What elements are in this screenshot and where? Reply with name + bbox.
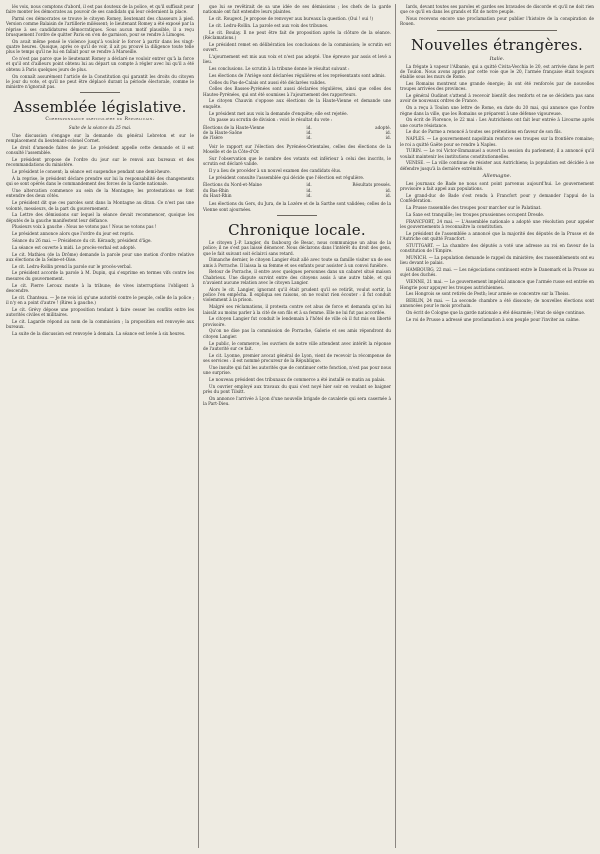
paragraph: Le cit. Pierre Leroux monte à la tribune; de vives interruptions l'obligent à descendre. [6, 282, 194, 293]
paragraph: Le grand-duc de Bade s'est rendu à Francfort pour y demander l'appui de la Confédération. [400, 193, 594, 204]
paragraph: La Prusse rassemble des troupes pour marcher sur le Palatinat. [406, 205, 542, 211]
table-row [203, 193, 391, 198]
paragraph: Le cit. Mathieu (de la Drôme) demande la parole pour une motion d'ordre relative aux élections de la Seine-et-Oise. [6, 251, 194, 262]
italy-news [400, 64, 594, 171]
table-cell-sep: id. [306, 192, 312, 198]
paragraph: Les Hongrois se sont retirés de Pesth; leur armée se concentre sur la Theiss. [406, 291, 570, 297]
paragraph: La suite de la discussion est renvoyée à demain. La séance est levée à six heures. [12, 330, 186, 336]
paragraph: Dimanche dernier, le citoyen Langier était allé avec toute sa famille visiter un de ses amis à Porrache. Il laissa la sa femme et ses enfants pour assister à un convoi funèbre. [203, 257, 391, 268]
election-results-table [203, 125, 391, 141]
section-heading-chronique: Chronique locale. [228, 220, 366, 239]
paragraph: Les Romains montrent une grande énergie; ils ont été renforcés par de nouvelles troupes arrivées des provinces. [400, 81, 594, 92]
divider [277, 215, 317, 216]
paragraph: Le cit. Boulay. Il ne peut être fait de proposition après la clôture de la séance. (Réclamations.) [203, 29, 391, 40]
paragraph: Le duc de Parme a renoncé à toutes ses prétentions en faveur de son fils. [406, 129, 562, 135]
date-line: Suite de la séance du 25 mai. [68, 125, 132, 131]
paragraph: Séance du 26 mai. — Présidence du cit. Kéraudy, président d'âge. [12, 238, 152, 243]
paragraph: Qu'on ne dise pas la commission de Porrache, Galerie et ses amis répondront du citoyen Langier. [203, 328, 391, 339]
paragraph: Sur l'observation que le nombre des votants est inférieur à celui des inscrits, le scrutin est déclaré valide. [203, 155, 391, 167]
paragraph: Le cit. Lyonne, premier avocat général de Lyon, vient de recevoir la récompense de ses services : il est nommé procureur de la République. [203, 352, 391, 363]
table-cell-label: du Haut-Rhin [203, 192, 232, 198]
paragraph: On avait même pensé le violence jusqu'à vouloir le forcer à partir dans les vingt-quatre heures. Quoique, après ce qu'il de voir, il ait pu prouvé la diligence toute telle plus le temps qu'il ne lui en fallait pour se rendre à Marseille. [6, 38, 194, 55]
paragraph: La Lettre des démissions sur lequel la séance devait recommencer, quoique les députés de la gauche manifestent leur défiance. [6, 212, 194, 223]
table-cell-label: de l'Isère [203, 135, 223, 141]
paragraph: Le président annonce alors que l'ordre du jour est repris. [12, 231, 135, 237]
paragraph: Le cit. Lagarde répond au nom de la commission ; la proposition est renvoyée aux bureaux. [6, 318, 194, 330]
paragraph: que lui se revêtirait de sa une idée de ses démissions ; les chefs de la garde nationale ont fait entendre leurs plaintes. [203, 4, 391, 15]
paragraph: Le président consulte l'assemblée qui décide que l'élection est régulière. [209, 174, 365, 180]
divider [437, 30, 557, 31]
paragraph: Une discussion s'engage sur la demande du général Lebreton et sur le remplacement du lieutenant-colonel Cornet. [6, 132, 194, 144]
country-heading-allemagne: Allemagne. [482, 173, 512, 180]
paragraph: Les conclusions. Le scrutin à la tribune donne le résultat suivant : [209, 65, 350, 71]
paragraph: Le nouveau président des tribunaux de commerce a été installé ce matin au palais. [209, 376, 386, 382]
paragraph: Le général Oudinot s'attend à recevoir bientôt des renforts et ne se décidera pas sans avoir de nouveaux ordres de France. [400, 93, 594, 104]
paragraph: Un ouvrier employé aux travaux du quai s'est noyé hier soir en voulant se baigner près du pont Tilsitt. [203, 383, 391, 394]
paragraph: Le roi de Prusse a adressé une proclamation à son peuple pour l'inviter au calme. [406, 317, 580, 323]
paragraph: Nous recevons encore une proclamation pour publier l'histoire de la conspiration de Rouen. [400, 16, 594, 27]
paragraph: On écrit de Cologne que la garde nationale a été désarmée; l'état de siège continue. [406, 310, 586, 316]
paragraph: Plusieurs voix à gauche : Nous ne votons pas ! Nous ne votons pas ! [12, 224, 157, 230]
paragraph: L'ajournement est mis aux voix et n'est pas adopté. Une épreuve par assis et levé a lieu. [203, 53, 391, 65]
assemblee-continued [203, 4, 391, 123]
table-cell-result: id. [385, 135, 391, 141]
paragraph: La séance est ouverte à midi. Le procès-verbal est adopté. [12, 244, 136, 250]
paragraph: Le cit. Ledru-Rollin prend la parole sur le procès-verbal. [12, 263, 132, 269]
paragraph: TURIN. — Le roi Victor-Emmanuel a ouvert la session du parlement; il a annoncé qu'il voulait maintenir les institutions constitutionnelles. [400, 148, 594, 159]
paragraph: On écrit de Florence, le 22 mai : Les Autrichiens ont fait leur entrée à Livourne après une courte résistance. [400, 117, 594, 128]
table-cell-sep: id. [306, 135, 312, 141]
paragraph: On annonce l'arrivée à Lyon d'une nouvelle brigade de cavalerie qui sera casernée à la Part-Dieu. [203, 395, 391, 406]
paragraph: Ce n'est pas parce que le lieutenant Romey a déclaré ne vouloir entrer qu'à la force et qu'il ont d'ailleurs point obtenu lui au départ un compte à régler avec lui qu'il a été obtenu à Paris quelques jours de plus. [6, 56, 194, 72]
table-cell-result: id. [385, 192, 391, 198]
column-1 [6, 4, 194, 848]
paragraph: Iards, devant toutes ses paroles et gardes ses bravades de discorde et qu'il ne doit rien que ce qu'il en dans les grands et fût de notre peuple. [400, 4, 594, 15]
paragraph: Le président dit que ces paroles sont dans la Montagne au ditan. Ce n'est pas une volonté, messieurs, de la part du gouvernement. [6, 200, 194, 211]
paragraph: Le citoyen Chauvin s'oppose aux élections de la Haute-Vienne et demande une enquête. [203, 98, 391, 109]
table-cell-label: Élections du Nord-et-Maine [203, 182, 262, 188]
paragraph: Le président propose de l'ordre du jour sur le renvoi aux bureaux et des recommandations du ministère. [6, 157, 194, 168]
table-cell-sep: id. [306, 130, 312, 136]
paragraph: lés voix, nous comptons d'abord, il est pas douteux de la police, et qu'il suffisait pour faire monter les démocrates au pouvoir de ses candidats qui leur cèderaient la place. [6, 4, 194, 15]
paragraph: Le président met aux voix la demande d'enquête; elle est rejetée. [209, 110, 348, 116]
paragraph: Le cit. Rougeot. Je propose de renvoyer aux bureaux la question. (Oui ! oui !) [209, 16, 373, 22]
paragraph: Le président le consent; la séance est suspendue pendant une demi-heure. [12, 169, 171, 175]
paragraph: Une insulte qui fait les autorités que de continuer cette fonction, n'est pas pour nous une surprise. [203, 364, 391, 375]
paragraph: Alors le cit. Langier, ignorant qu'il était prudent qu'il se retirât, voulut sortir, la police l'en empêcha. Il expliqua ses raisons, on ne voulut rien écouter : il fut conduit violemment à la prison. [203, 286, 391, 303]
paragraph: Parmi ces démocrates se trouve le citoyen Romey, lieutenant des chasseurs à pied. Version comme Balaisin de l'artillerie miléssent; le lieutenant Romey a été exposé par la réprise à ses candidatures démocratiques. Sous aucun motif plausible, il a reçu brusquement l'ordre de quitter Paris en s'en de garnison, pour se rendre à Limoges. [6, 16, 194, 37]
paragraph: Les élections du Gers, du Jura, de la Lozère et de la Sarthe sont validées; celles de la Vienne sont ajournées. [203, 201, 391, 212]
column-3 [400, 4, 594, 848]
section-heading-nouvelles: Nouvelles étrangères. [411, 35, 583, 54]
column3-intro [400, 4, 594, 27]
paragraph: Le droit d'amende faites de jour. Le président appelle cette demande et il est consulté l'assemblée. [6, 145, 194, 156]
assemblee-middle [203, 144, 391, 180]
election-results-table-2 [203, 182, 391, 198]
paragraph: VENISE. — La ville continue de résister aux Autrichiens; la population est décidée à se défendre jusqu'à la dernière extrémité. [400, 160, 594, 171]
table-cell-result: id. [385, 130, 391, 136]
paragraph: On a reçu à Toulon une lettre de Rome, en date du 20 mai, qui annonce que l'ordre règne dans la ville, que les Romains se préparent à une défense vigoureuse. [400, 105, 594, 116]
paragraph: Retour de Porrache, il entre avec quelques personnes dans un cabaret situé maison Chabrieux. Une dispute survint entre des citoyens assis à une autre table, et qui n'avaient aucune relation avec le citoyen Langier. [203, 269, 391, 286]
chronique-body [203, 240, 391, 406]
paragraph: Le citoyen J.-P. Langier, du faubourg de Besac, nous communique un abus de la police; il ne s'est pas laissé dénoncer. Nous déclarons dans l'intérêt du droit des gens, que le fait suivant soit éclairci sans retard. [203, 239, 391, 256]
table-cell-label: de la Haute-Saône [203, 130, 243, 136]
assemblee-body [6, 133, 194, 336]
paragraph: Il y a lieu de procéder à un nouvel examen des candidats élus. [209, 168, 342, 174]
column-rule [198, 4, 199, 848]
paragraph: À la reprise, le président déclare prendre sur lui la responsabilité des changements qui se sont opérés dans le commandement des forces de la Garde nationale. [6, 176, 194, 187]
paragraph: Le président accorde la parole à M. Dupin, qui s'exprime en termes vifs contre les mesures du gouvernement. [6, 270, 194, 281]
section-subheading: Correspondance particulière du Républicain. [45, 117, 155, 123]
paragraph: Le cit. Ledru-Rollin. La parole est aux voix des tribunes. [209, 22, 329, 28]
table-cell-result: id. [385, 187, 391, 193]
paragraph: MUNICH. — La population demande le rappel du ministère; des rassemblements ont eu lieu devant le palais. [400, 255, 594, 266]
paragraph: Celles du Pas-de-Calais ont aussi été déclarées valides. [209, 79, 326, 85]
section-heading-assemblee: Assemblée législative. [13, 98, 187, 117]
table-cell-result: Résultats pressés. [352, 182, 391, 188]
column-rule [395, 4, 396, 848]
country-heading-italie: Italie. [489, 55, 505, 62]
paragraph: Malgré ses réclamations, il protesta contre cet abus de force et demanda qu'on lui laissât au moins parler à la cité de son fils et à sa femme. Elle ne lui fut pas accordée. [203, 304, 391, 315]
paragraph: Le président remet en délibération les conclusions de la commission; le scrutin est ouvert. [203, 41, 391, 53]
paragraph: Le cit. Grévy dépose une proposition tendant à faire cesser les conflits entre les autorités civiles et militaires. [6, 306, 194, 318]
column-2 [203, 4, 391, 848]
paragraph: La Saxe est tranquille; les troupes prussiennes occupent Dresde. [406, 212, 545, 218]
paragraph: Le public, le commerce, les ouvriers de notre ville attendent avec intérêt la réponse de l'autorité sur ce fait. [203, 340, 391, 351]
table-row [203, 135, 391, 140]
table-cell-label: Élections de la Haute-Vienne [203, 124, 265, 130]
paragraph: NAPLES. — Le gouvernement napolitain renforce ses troupes sur la frontière romaine; le roi a quitté Gaëte pour se rendre à Naples. [400, 136, 594, 147]
paragraph: Une altercation commence au sein de la Montagne; les protestations se font entendre des deux côtés. [6, 188, 194, 199]
germany-news [400, 181, 594, 322]
table-cell-sep: id. [306, 187, 312, 193]
table-cell-sep: id. [306, 124, 312, 130]
paragraph: On connaît assurément l'article de la Constitution qui garantit les droits du citoyen le jour du vote, et qu'il ne peut être déplacé durant la période électorale, comme le ministre n'ignorait pas. [6, 73, 194, 90]
paragraph: Les élections de l'Ariège sont déclarées régulières et les représentants sont admis. [209, 72, 386, 78]
paragraph: BERLIN, 24 mai. — La seconde chambre a été dissoute; de nouvelles élections sont annoncées pour le mois prochain. [400, 298, 594, 309]
table-cell-label: du Bas-Rhin [203, 187, 229, 193]
table-cell-result: adopté. [375, 124, 391, 130]
paragraph: Le président de l'assemblée a annoncé que la majorité des députés de la Prusse et de l'Autriche ont quitté Francfort. [400, 230, 594, 242]
paragraph: Les journaux de Bade ne nous sont point parvenus aujourd'hui. Le gouvernement provisoire a fait appel aux populations. [400, 181, 594, 192]
paragraph: FRANCFORT, 24 mai. — L'Assemblée nationale a adopté une résolution pour appeler les gouvernements à reconnaître la constitution. [400, 218, 594, 230]
paragraph: HAMBOURG, 22 mai. — Les négociations continuent entre le Danemark et la Prusse au sujet des duchés. [400, 267, 594, 278]
paragraph: Le cit. Chanteau. — Je ne vois ici qu'une autorité contre le peuple, celle de la police ; il n'y en a point d'autre ! (Rires à gauche.) [6, 294, 194, 305]
intro-section [6, 4, 194, 89]
paragraph: Celles des Basses-Pyrénées sont aussi déclarées régulières, ainsi que celles des Hautes-Pyrénées, qui ont été soumises à l'ajournement des rapporteurs. [203, 86, 391, 97]
paragraph: On passe au scrutin de division : voici le résultat du vote : [209, 117, 333, 123]
paragraph: STUTTGART. — La chambre des députés a voté une adresse au roi en faveur de la constitution de l'Empire. [400, 243, 594, 254]
paragraph: VIENNE, 21 mai. — Le gouvernement impérial annonce que l'armée russe est entrée en Hongrie pour appuyer les troupes autrichiennes. [400, 279, 594, 290]
paragraph: Voir le rapport sur l'élection des Pyrénées-Orientales, celles des élections de la Moselle et de la Côte-d'Or. [203, 143, 391, 155]
divider [80, 92, 120, 93]
paragraph: Le citoyen Langier fut conduit le lendemain à l'hôtel de ville où il fut mis en liberté provisoire. [203, 316, 391, 327]
table-cell-sep: id. [306, 182, 312, 188]
paragraph: La frégate à vapeur l'Albanie, qui a quitté Civita-Vecchia le 20, est arrivée dans le port de Toulon. Nous avons appris par cette voie que le 20, l'armée française était toujours établie sous les murs de Rome. [400, 63, 594, 80]
